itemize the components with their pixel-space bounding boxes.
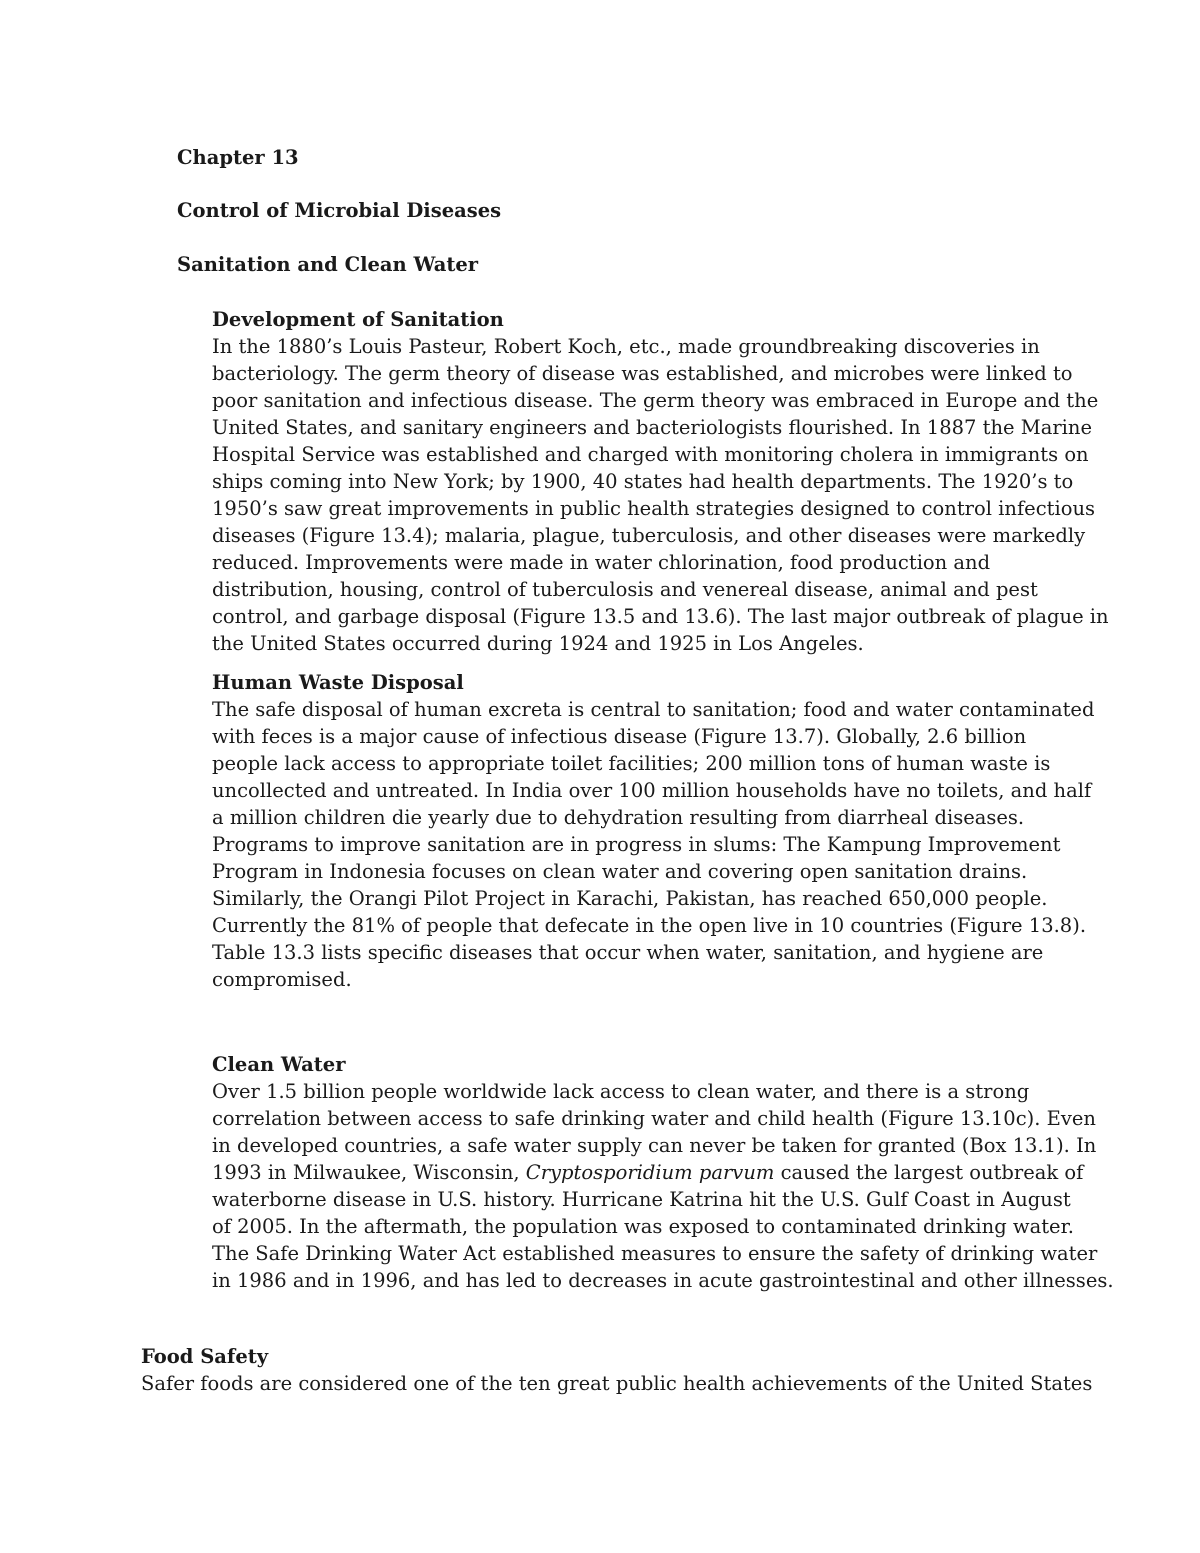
paragraph-line: Hospital Service was established and charged with monitoring cholera in immigrants on <box>212 443 1089 466</box>
paragraph-line: In the 1880’s Louis Pasteur, Robert Koch, etc., made groundbreaking discoveries in <box>212 335 1040 358</box>
paragraph-line <box>212 1159 1114 1186</box>
paragraph-line: Safer foods are considered one of the ten great public health achievements of the United States <box>141 1372 1093 1395</box>
paragraph-line: distribution, housing, control of tuberculosis and venereal disease, animal and pest <box>212 578 1038 601</box>
clean-water-heading: Clean Water <box>212 1053 346 1076</box>
food-safety-heading: Food Safety <box>141 1345 269 1368</box>
paragraph-line: the United States occurred during 1924 and 1925 in Los Angeles. <box>212 632 864 655</box>
paragraph-line: Currently the 81% of people that defecate in the open live in 10 countries (Figure 13.8). <box>212 914 1087 937</box>
line-text: caused the largest outbreak of <box>774 1161 1084 1184</box>
paragraph-line: United States, and sanitary engineers and bacteriologists flourished. In 1887 the Marine <box>212 416 1092 439</box>
paragraph-line: Program in Indonesia focuses on clean water and covering open sanitation drains. <box>212 860 1028 883</box>
paragraph-line: control, and garbage disposal (Figure 13.5 and 13.6). The last major outbreak of plague in <box>212 605 1109 628</box>
chapter-subtitle: Control of Microbial Diseases <box>177 199 502 222</box>
paragraph-line: bacteriology. The germ theory of disease was established, and microbes were linked to <box>212 362 1073 385</box>
paragraph-line: The Safe Drinking Water Act established measures to ensure the safety of drinking water <box>212 1242 1098 1265</box>
paragraph-line: correlation between access to safe drinking water and child health (Figure 13.10c). Even <box>212 1107 1096 1130</box>
paragraph-line: people lack access to appropriate toilet facilities; 200 million tons of human waste is <box>212 752 1051 775</box>
line-text: 1993 in Milwaukee, Wisconsin, <box>212 1161 526 1184</box>
paragraph-line: Programs to improve sanitation are in progress in slums: The Kampung Improvement <box>212 833 1061 856</box>
human-waste-heading: Human Waste Disposal <box>212 671 464 694</box>
paragraph-line: in 1986 and in 1996, and has led to decreases in acute gastrointestinal and other illnesses. <box>212 1269 1114 1292</box>
paragraph-line: poor sanitation and infectious disease. The germ theory was embraced in Europe and the <box>212 389 1099 412</box>
paragraph-line: diseases (Figure 13.4); malaria, plague, tuberculosis, and other diseases were markedly <box>212 524 1086 547</box>
development-heading: Development of Sanitation <box>212 308 504 331</box>
clean-water-paragraph <box>212 1078 1114 1294</box>
species-name: Cryptosporidium parvum <box>525 1161 775 1184</box>
chapter-title: Chapter 13 <box>177 146 299 169</box>
paragraph-line: Over 1.5 billion people worldwide lack access to clean water, and there is a strong <box>212 1080 1030 1103</box>
paragraph-line: a million children die yearly due to dehydration resulting from diarrheal diseases. <box>212 806 1025 829</box>
paragraph-line: uncollected and untreated. In India over 100 million households have no toilets, and half <box>212 779 1092 802</box>
paragraph-line: with feces is a major cause of infectious disease (Figure 13.7). Globally, 2.6 billion <box>212 725 1027 748</box>
paragraph-line: compromised. <box>212 968 352 991</box>
paragraph-line: waterborne disease in U.S. history. Hurricane Katrina hit the U.S. Gulf Coast in August <box>212 1188 1071 1211</box>
paragraph-line: Table 13.3 lists specific diseases that occur when water, sanitation, and hygiene are <box>212 941 1044 964</box>
section-title: Sanitation and Clean Water <box>177 253 479 276</box>
human-waste-paragraph <box>212 696 1094 993</box>
food-safety-paragraph <box>141 1370 1092 1397</box>
paragraph-line: The safe disposal of human excreta is central to sanitation; food and water contaminated <box>212 698 1095 721</box>
paragraph-line: reduced. Improvements were made in water chlorination, food production and <box>212 551 991 574</box>
paragraph-line: in developed countries, a safe water supply can never be taken for granted (Box 13.1). In <box>212 1134 1097 1157</box>
paragraph-line: 1950’s saw great improvements in public health strategies designed to control infectious <box>212 497 1096 520</box>
development-paragraph <box>212 333 1109 657</box>
paragraph-line: ships coming into New York; by 1900, 40 states had health departments. The 1920’s to <box>212 470 1074 493</box>
paragraph-line: Similarly, the Orangi Pilot Project in Karachi, Pakistan, has reached 650,000 people. <box>212 887 1048 910</box>
paragraph-line: of 2005. In the aftermath, the population was exposed to contaminated drinking water. <box>212 1215 1074 1238</box>
